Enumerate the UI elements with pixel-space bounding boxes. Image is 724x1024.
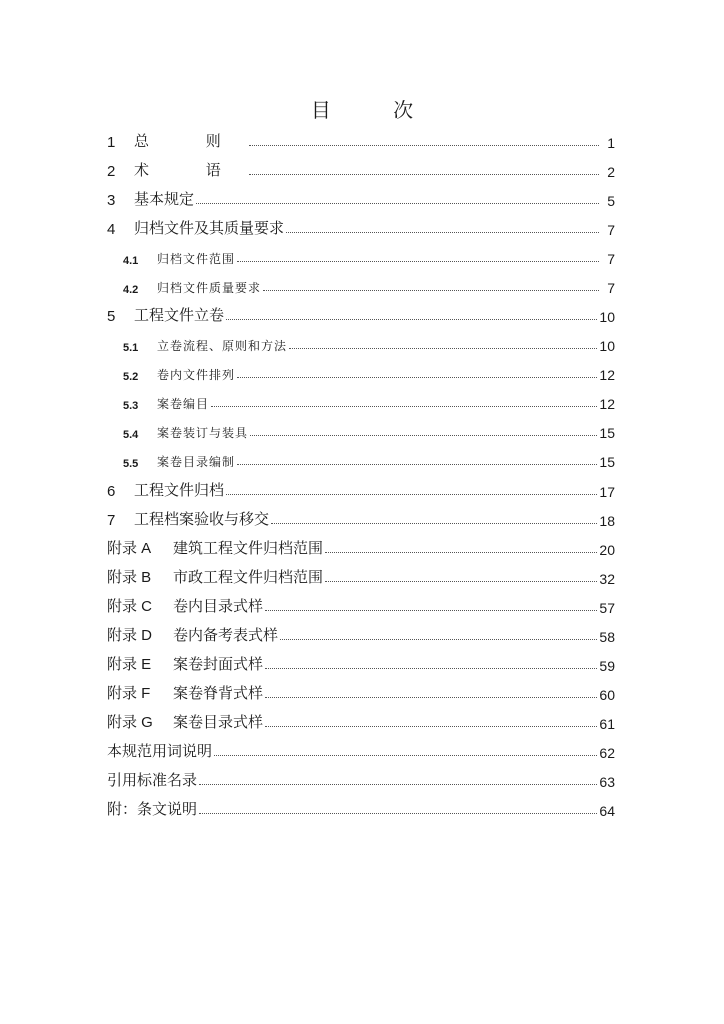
toc-entry-page: 10: [599, 338, 615, 354]
toc-entry[interactable]: [107, 127, 615, 151]
toc-entry-number: 1: [107, 134, 116, 151]
toc-entry-label: 总 则: [134, 132, 247, 150]
toc-appendix-entry[interactable]: [107, 708, 615, 732]
dot-leader: [250, 434, 597, 436]
toc-entry-label: 案卷目录式样: [173, 713, 264, 731]
toc-entry-page: 12: [599, 367, 615, 383]
dot-leader: [265, 667, 597, 669]
toc-entry-number: 2: [107, 163, 116, 180]
dot-leader: [265, 609, 597, 611]
dot-leader: [265, 725, 597, 727]
toc-subentry[interactable]: [107, 417, 615, 441]
toc-entry-page: 1: [607, 135, 615, 151]
page-title: 目 次: [310, 98, 442, 122]
toc-entry-page: 61: [599, 716, 615, 732]
toc-entry-page: 60: [599, 687, 615, 703]
toc-entry-page: 59: [599, 658, 615, 674]
dot-leader: [271, 522, 597, 524]
toc-entry-number: 附录 A: [107, 540, 152, 557]
toc-entry[interactable]: [107, 505, 615, 529]
toc-entry-label: 引用标准名录: [107, 771, 198, 789]
toc-entry-page: 12: [599, 396, 615, 412]
toc-entry-number: 4.2: [123, 284, 139, 296]
dot-leader: [265, 696, 597, 698]
toc-entry-number: 5.5: [123, 458, 139, 470]
toc-entry-number: 附录 D: [107, 627, 153, 644]
dot-leader: [249, 173, 599, 175]
toc-entry-label: 工程文件归档: [134, 481, 225, 499]
toc-subentry[interactable]: [107, 330, 615, 354]
toc-entry-label: 卷内备考表式样: [173, 626, 279, 644]
toc-entry-number: 附录 B: [107, 569, 152, 586]
toc-entry-number: 6: [107, 483, 116, 500]
dot-leader: [214, 754, 597, 756]
toc-entry-number: 4: [107, 221, 116, 238]
toc-entry-label: 案卷目录编制: [157, 455, 236, 469]
toc-entry-page: 57: [599, 600, 615, 616]
toc-entry-label: 归档文件范围: [157, 252, 236, 266]
toc-appendix-entry[interactable]: [107, 534, 615, 558]
dot-leader: [199, 812, 597, 814]
toc-entry-label: 案卷封面式样: [173, 655, 264, 673]
dot-leader: [211, 405, 597, 407]
toc-entry-label: 工程文件立卷: [134, 306, 225, 324]
toc-appendix-entry[interactable]: [107, 592, 615, 616]
dot-leader: [325, 551, 597, 553]
toc-entry-number: 7: [107, 512, 116, 529]
toc-entry[interactable]: [107, 214, 615, 238]
toc-entry-page: 5: [607, 193, 615, 209]
toc-entry-number: 附录 E: [107, 656, 152, 673]
toc-entry-number: 附录 F: [107, 685, 151, 702]
toc-entry[interactable]: [107, 795, 615, 819]
toc-entry-label: 归档文件及其质量要求: [134, 219, 285, 237]
toc-entry-label: 案卷编目: [157, 397, 210, 411]
toc-entry-page: 7: [607, 280, 615, 296]
toc-entry-number: 4.1: [123, 255, 139, 267]
toc-entry-page: 18: [599, 513, 615, 529]
toc-entry-label: 建筑工程文件归档范围: [173, 539, 324, 557]
toc-subentry[interactable]: [107, 243, 615, 267]
toc-entry-label: 立卷流程、原则和方法: [157, 339, 288, 353]
dot-leader: [237, 376, 597, 378]
toc-entry-page: 62: [599, 745, 615, 761]
toc-entry[interactable]: [107, 156, 615, 180]
dot-leader: [226, 318, 597, 320]
toc-entry-page: 15: [599, 454, 615, 470]
toc-entry-number: 5.4: [123, 429, 139, 441]
dot-leader: [196, 202, 599, 204]
toc-entry-label: 案卷装订与装具: [157, 426, 249, 440]
toc-entry-label: 卷内目录式样: [173, 597, 264, 615]
toc-entry[interactable]: [107, 766, 615, 790]
toc-entry-page: 20: [599, 542, 615, 558]
toc-entry-number: 附录 C: [107, 598, 153, 615]
toc-entry-number: 5: [107, 308, 116, 325]
toc-appendix-entry[interactable]: [107, 650, 615, 674]
dot-leader: [249, 144, 599, 146]
toc-appendix-entry[interactable]: [107, 679, 615, 703]
dot-leader: [237, 260, 599, 262]
toc-entry-page: 15: [599, 425, 615, 441]
toc-entry-number: 5.1: [123, 342, 139, 354]
toc-entry-label: 卷内文件排列: [157, 368, 236, 382]
dot-leader: [280, 638, 597, 640]
toc-entry[interactable]: [107, 185, 615, 209]
toc-subentry[interactable]: [107, 359, 615, 383]
dot-leader: [199, 783, 597, 785]
toc-subentry[interactable]: [107, 272, 615, 296]
toc-entry-page: 2: [607, 164, 615, 180]
toc-entry-page: 64: [599, 803, 615, 819]
toc-entry-label: 案卷脊背式样: [173, 684, 264, 702]
toc-subentry[interactable]: [107, 388, 615, 412]
toc-entry-number: 附录 G: [107, 714, 153, 731]
dot-leader: [325, 580, 597, 582]
toc-entry-page: 32: [599, 571, 615, 587]
toc-entry-label: 基本规定: [134, 190, 195, 208]
dot-leader: [226, 493, 597, 495]
toc-entry-page: 10: [599, 309, 615, 325]
dot-leader: [263, 289, 599, 291]
toc-entry-label: 归档文件质量要求: [157, 281, 262, 295]
toc-appendix-entry[interactable]: [107, 563, 615, 587]
toc-entry-label: 术 语: [134, 161, 247, 179]
toc-appendix-entry[interactable]: [107, 621, 615, 645]
toc-entry-label: 本规范用词说明: [107, 742, 213, 760]
dot-leader: [289, 347, 597, 349]
toc-entry[interactable]: [107, 476, 615, 500]
toc-entry-page: 58: [599, 629, 615, 645]
toc-entry-label: 附：条文说明: [107, 800, 198, 818]
toc-entry-label: 工程档案验收与移交: [134, 510, 270, 528]
toc-entry-number: 5.3: [123, 400, 139, 412]
toc-entry-number: 5.2: [123, 371, 139, 383]
toc-entry-number: 3: [107, 192, 116, 209]
toc-entry-page: 7: [607, 222, 615, 238]
dot-leader: [237, 463, 597, 465]
toc-entry[interactable]: [107, 301, 615, 325]
toc-subentry[interactable]: [107, 446, 615, 470]
toc-entry[interactable]: [107, 737, 615, 761]
toc-entry-page: 7: [607, 251, 615, 267]
toc-entry-page: 63: [599, 774, 615, 790]
dot-leader: [286, 231, 599, 233]
toc-entry-label: 市政工程文件归档范围: [173, 568, 324, 586]
toc-entry-page: 17: [599, 484, 615, 500]
